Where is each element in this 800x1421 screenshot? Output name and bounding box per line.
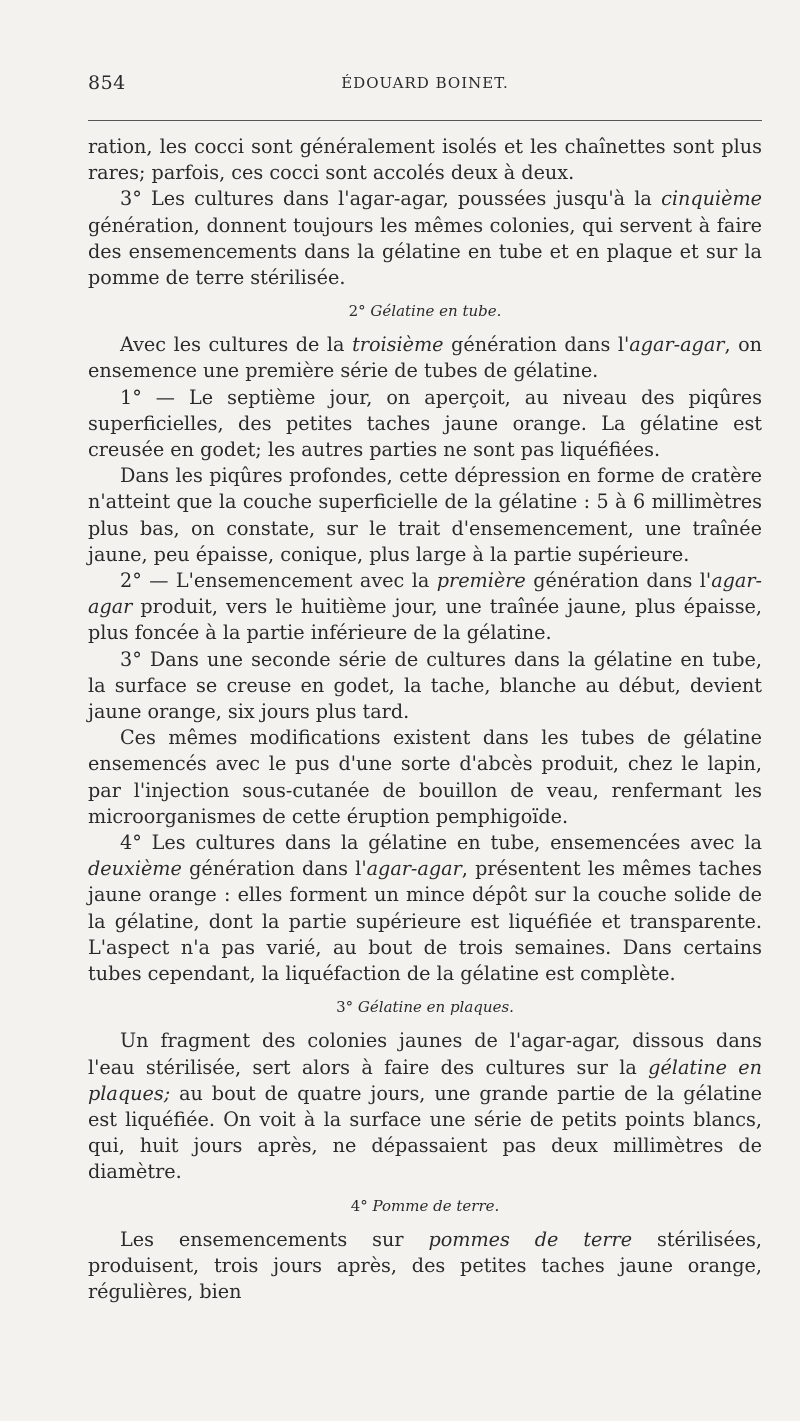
paragraph-2: 3° Les cultures dans l'agar-agar, poussées jusqu'à la cinquième génération, donnent toujours les mêmes colonies, qui servent à faire des ensemencements dans la gélatine en tube et en plaque et sur la pomme de terre stérilisée. [88,187,762,290]
paragraph-1: ration, les cocci sont généralement isolés et les chaînettes sont plus rares; parfois, ces cocci sont accolés deux à deux. [88,135,762,185]
paragraph-11: Les ensemencements sur pommes de terre stérilisées, produisent, trois jours après, des petites taches jaune orange, régulières, bien [88,1227,762,1303]
section-heading-gelatine-plaques: 3° Gélatine en plaques. [336,998,514,1017]
section-heading-gelatine-tube: 2° Gélatine en tube. [348,302,502,321]
page-number: 854 [88,72,126,94]
body-text [88,134,762,1305]
page-header [88,72,762,112]
paragraph-10: Un fragment des colonies jaunes de l'agar-agar, dissous dans l'eau stérilisée, sert alors à faire des cultures sur la gélatine en plaques; au bout de quatre jours, une grande partie de la gélatine est liquéfiée. On voit à la surface une série de petits points blancs, qui, huit jours après, ne dépassaient pas deux millimètres de diamètre. [88,1029,763,1184]
paragraph-9: 4° Les cultures dans la gélatine en tube, ensemencées avec la deuxième génération dans l'agar-agar, présentent les mêmes taches jaune orange : elles forment un mince dépôt sur la couche solide de la gélatine, dont la partie supérieure est liquéfiée et transparente. L'aspect n'a pas varié, au bout de trois semaines. Dans certains tubes cependant, la liquéfaction de la gélatine est complète. [88,831,762,986]
running-head: ÉDOUARD BOINET. [341,74,509,92]
paragraph-8: Ces mêmes modifications existent dans les tubes de gélatine ensemencés avec le pus d'une sorte d'abcès produit, chez le lapin, par l'injection sous-cutanée de bouillon de veau, renfermant les microorganismes de cette éruption pemphigoïde. [88,726,762,828]
paragraph-3: Avec les cultures de la troisième génération dans l'agar-agar, on ensemence une première série de tubes de gélatine. [88,333,763,383]
paragraph-6: 2° — L'ensemencement avec la première génération dans l'agar-agar produit, vers le huitième jour, une traînée jaune, plus épaisse, plus foncée à la partie inférieure de la gélatine. [88,569,763,645]
page [88,72,763,1303]
paragraph-5: Dans les piqûres profondes, cette dépression en forme de cratère n'atteint que la couche superficielle de la gélatine : 5 à 6 millimètres plus bas, on constate, sur le trait d'ensemencement, une traînée jaune, peu épaisse, conique, plus large à la partie supérieure. [88,464,762,566]
paragraph-4: 1° — Le septième jour, on aperçoit, au niveau des piqûres superficielles, des petites taches jaune orange. La gélatine est creusée en godet; les autres parties ne sont pas liquéfiées. [88,385,762,462]
paragraph-7: 3° Dans une seconde série de cultures dans la gélatine en tube, la surface se creuse en godet, la tache, blanche au début, devient jaune orange, six jours plus tard. [88,647,762,724]
section-heading-pomme-de-terre: 4° Pomme de terre. [350,1196,500,1215]
header-rule [88,120,762,121]
